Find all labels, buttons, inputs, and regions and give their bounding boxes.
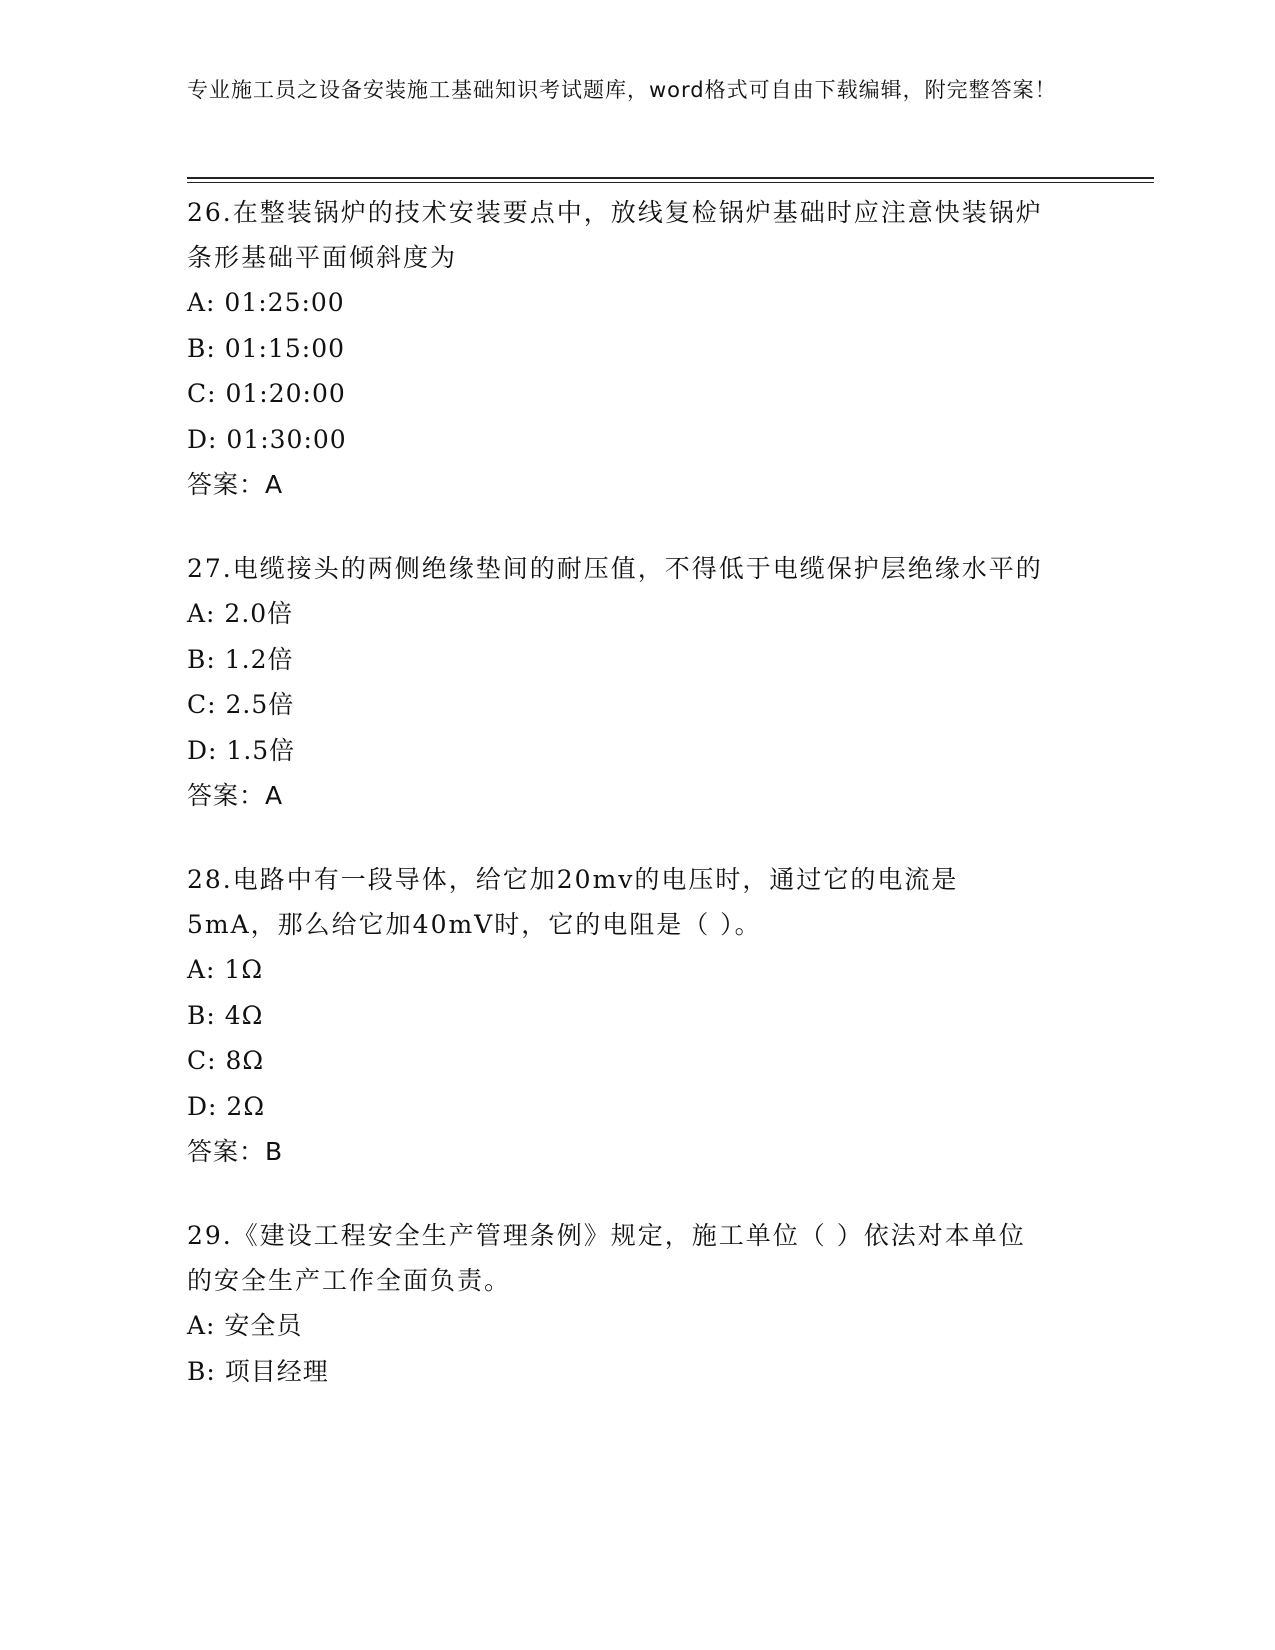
option-b: B: 1.2倍 [187,644,294,674]
header-divider-thick [187,177,1154,179]
question-stem: 26.在整装锅炉的技术安装要点中，放线复检锅炉基础时应注意快装锅炉条形基础平面倾斜度为 [187,198,1043,272]
option-c: C: 8Ω [187,1046,265,1075]
question-28 [187,857,1087,1174]
option-a: A: 01:25:00 [187,288,345,317]
question-stem: 27.电缆接头的两侧绝缘垫间的耐压值，不得低于电缆保护层绝缘水平的 [187,554,1043,583]
question-list [187,190,1087,1433]
option-a: A: 安全员 [187,1311,303,1340]
header-divider-thin [187,182,1154,183]
option-a: A: 2.0倍 [187,599,294,628]
document-header: 专业施工员之设备安装施工基础知识考试题库，word格式可自由下载编辑，附完整答案！ [187,78,1057,102]
option-c: C: 01:20:00 [187,379,346,408]
answer-label: 答案：A [187,781,284,810]
question-26 [187,190,1087,507]
option-a: A: 1Ω [187,955,264,984]
question-stem: 28.电路中有一段导体，给它加20mv的电压时，通过它的电流是5mA，那么给它加40mV时，它的电阻是（ ）。 [187,865,959,939]
question-27 [187,546,1087,818]
answer-label: 答案：A [187,470,284,499]
question-stem: 29.《建设工程安全生产管理条例》规定，施工单位（ ）依法对本单位的安全生产工作全面负责。 [187,1221,1026,1295]
option-c: C: 2.5倍 [187,690,295,719]
option-b: B: 4Ω [187,1000,264,1030]
option-d: D: 1.5倍 [187,735,296,765]
option-d: D: 2Ω [187,1091,266,1121]
option-b: B: 项目经理 [187,1356,329,1386]
question-29 [187,1213,1087,1394]
answer-label: 答案：B [187,1137,284,1166]
option-b: B: 01:15:00 [187,333,346,363]
option-d: D: 01:30:00 [187,424,347,454]
